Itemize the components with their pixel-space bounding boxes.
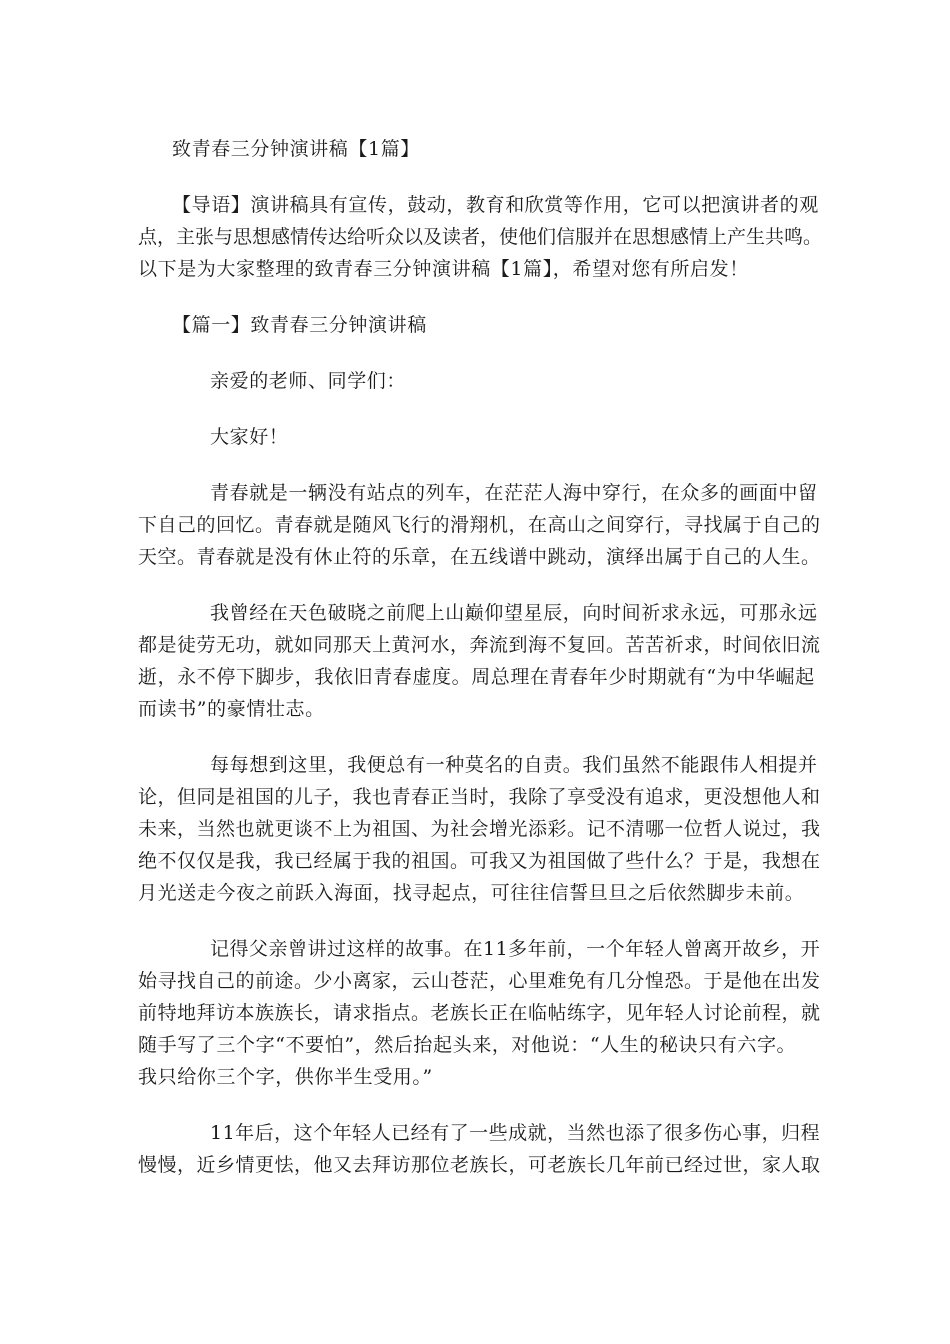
paragraph-line: 未来，当然也就更谈不上为祖国、为社会增光添彩。记不清哪一位哲人说过，我 [138,818,821,840]
document-title: 致青春三分钟演讲稿【1篇】 [172,138,420,160]
paragraph-line: 随手写了三个字“不要怕”，然后抬起头来，对他说：“人生的秘诀只有六字。 [138,1034,797,1056]
paragraph-line: 月光送走今夜之前跃入海面，找寻起点，可往往信誓旦旦之后依然脚步未前。 [138,882,805,904]
paragraph-line: 绝不仅仅是我，我已经属于我的祖国。可我又为祖国做了些什么？于是，我想在 [138,850,821,872]
intro-line: 以下是为大家整理的致青春三分钟演讲稿【1篇】，希望对您有所启发！ [138,258,749,280]
paragraph-line: 论，但同是祖国的儿子，我也青春正当时，我除了享受没有追求，更没想他人和 [138,786,821,808]
intro-line: 点，主张与思想感情传达给听众以及读者，使他们信服并在思想感情上产生共鸣。 [138,226,823,248]
paragraph-line: 我曾经在天色破晓之前爬上山巅仰望星辰，向时间祈求永远，可那永远 [210,602,818,624]
paragraph-line: 天空。青春就是没有休止符的乐章，在五线谱中跳动，演绎出属于自己的人生。 [138,546,821,568]
paragraph-line: 慢慢，近乡情更怯，他又去拜访那位老族长，可老族长几年前已经过世，家人取 [138,1154,821,1176]
paragraph-line: 前特地拜访本族族长，请求指点。老族长正在临帖练字，见年轻人讨论前程，就 [138,1002,821,1024]
paragraph-line: 而读书”的豪情壮志。 [138,698,325,720]
paragraph-line: 我只给你三个字，供你半生受用。” [138,1066,433,1088]
hello-line: 大家好！ [210,426,289,448]
paragraph-line: 始寻找自己的前途。少小离家，云山苍茫，心里难免有几分惶恐。于是他在出发 [138,970,821,992]
paragraph-line: 逝，永不停下脚步，我依旧青春虚度。周总理在青春年少时期就有“为中华崛起 [138,666,815,688]
paragraph-line: 每每想到这里，我便总有一种莫名的自责。我们虽然不能跟伟人相提并 [210,754,818,776]
greeting: 亲爱的老师、同学们： [210,370,407,392]
intro-line: 【导语】演讲稿具有宣传，鼓动，教育和欣赏等作用，它可以把演讲者的观 [172,194,819,216]
section-heading: 【篇一】致青春三分钟演讲稿 [172,314,427,336]
paragraph-line: 下自己的回忆。青春就是随风飞行的滑翔机，在高山之间穿行，寻找属于自己的 [138,514,821,536]
paragraph-line: 记得父亲曾讲过这样的故事。在11多年前，一个年轻人曾离开故乡，开 [210,938,821,960]
paragraph-line: 11年后，这个年轻人已经有了一些成就，当然也添了很多伤心事，归程 [210,1122,821,1144]
paragraph-line: 青春就是一辆没有站点的列车，在茫茫人海中穿行，在众多的画面中留 [210,482,818,504]
paragraph-line: 都是徒劳无功，就如同那天上黄河水，奔流到海不复回。苦苦祈求，时间依旧流 [138,634,821,656]
